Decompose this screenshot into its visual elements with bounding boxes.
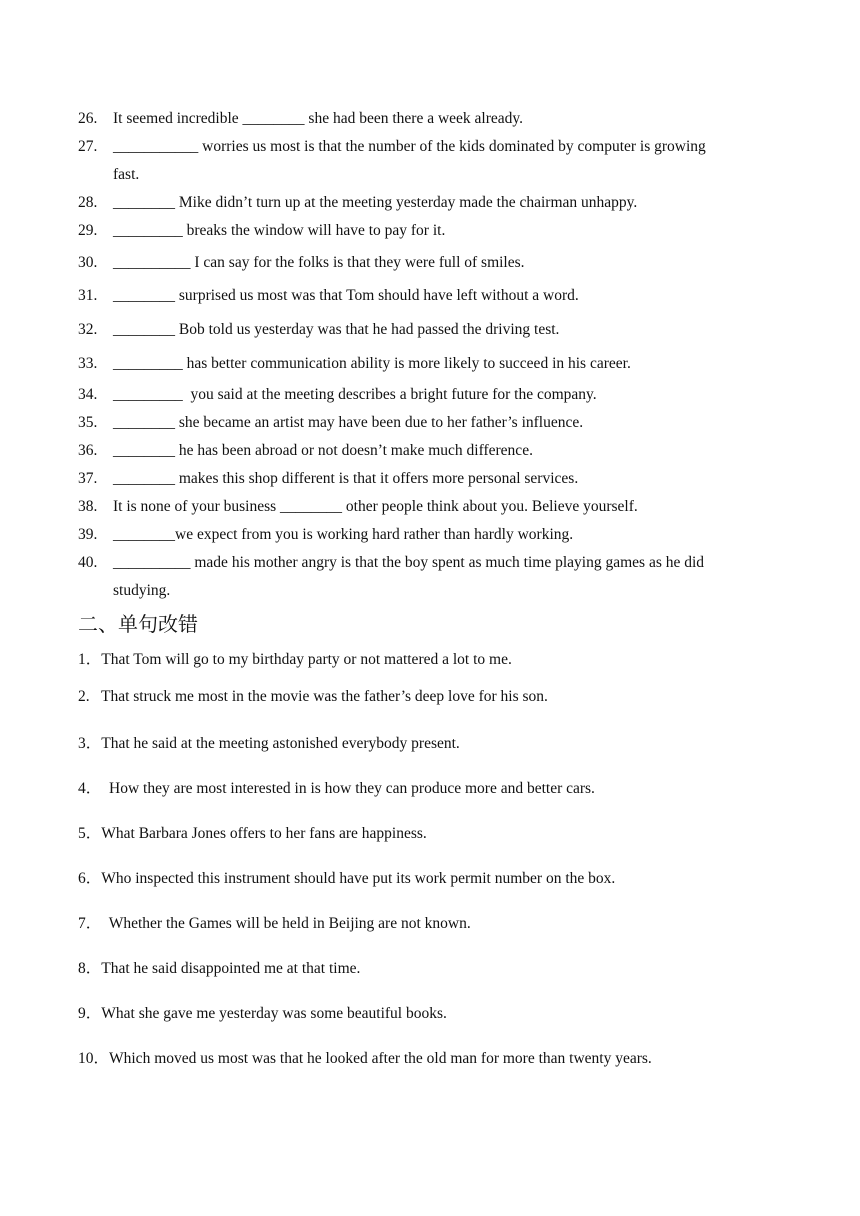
question-number: 26. xyxy=(78,110,98,127)
question-number: 38. xyxy=(78,498,98,515)
answer-blank[interactable]: ________ xyxy=(113,194,175,211)
question-text xyxy=(113,553,704,573)
question-text-before-blank: studying. xyxy=(113,582,171,599)
answer-blank[interactable]: ________ xyxy=(280,498,343,515)
question-text xyxy=(113,497,638,517)
question-text-after-blank: she had been there a week already. xyxy=(304,110,524,127)
question-text xyxy=(113,165,139,185)
question-text xyxy=(113,193,637,213)
correction-sentence: 7． Whether the Games will be held in Beijing are not known. xyxy=(78,915,471,932)
question-number: 34. xyxy=(78,386,98,403)
answer-blank[interactable]: ________ xyxy=(113,287,175,304)
answer-blank[interactable]: ________ xyxy=(113,414,175,431)
question-text xyxy=(113,469,578,489)
question-text-after-blank: we expect from you is working hard rather than hardly working. xyxy=(175,526,574,543)
answer-blank[interactable]: _________ xyxy=(113,386,183,403)
question-number: 33. xyxy=(78,355,98,372)
question-text-after-blank: I can say for the folks is that they were full of smiles. xyxy=(190,254,525,271)
question-text xyxy=(113,581,170,601)
question-text-after-blank: worries us most is that the number of the kids dominated by computer is growing xyxy=(198,138,706,155)
question-number: 40. xyxy=(78,554,98,571)
question-text-after-blank: other people think about you. Believe yourself. xyxy=(342,498,638,515)
answer-blank[interactable]: _________ xyxy=(113,222,183,239)
question-text xyxy=(113,253,525,273)
question-number: 29. xyxy=(78,222,98,239)
question-text-after-blank: you said at the meeting describes a bright future for the company. xyxy=(182,386,597,403)
answer-blank[interactable]: ________ xyxy=(113,470,175,487)
question-text xyxy=(113,137,706,157)
correction-sentence: 4． How they are most interested in is how they can produce more and better cars. xyxy=(78,780,595,797)
correction-sentence: 6．Who inspected this instrument should have put its work permit number on the box. xyxy=(78,870,616,887)
correction-sentence: 8．That he said disappointed me at that time. xyxy=(78,960,361,977)
question-text xyxy=(113,354,631,374)
answer-blank[interactable]: ________ xyxy=(113,321,175,338)
correction-sentence: 1．That Tom will go to my birthday party or not mattered a lot to me. xyxy=(78,651,512,668)
answer-blank[interactable]: ___________ xyxy=(113,138,199,155)
question-number: 32. xyxy=(78,321,98,338)
answer-blank[interactable]: ________ xyxy=(113,526,175,543)
question-number: 31. xyxy=(78,287,98,304)
correction-sentence: 9．What she gave me yesterday was some beautiful books. xyxy=(78,1005,447,1022)
question-text-after-blank: surprised us most was that Tom should have left without a word. xyxy=(175,287,579,304)
question-number: 37. xyxy=(78,470,98,487)
correction-sentence: 5．What Barbara Jones offers to her fans are happiness. xyxy=(78,825,427,842)
question-text xyxy=(113,109,523,129)
question-text-before-blank: It is none of your business xyxy=(113,498,281,515)
question-text-after-blank: has better communication ability is more likely to succeed in his career. xyxy=(182,355,631,372)
question-number: 39. xyxy=(78,526,98,543)
question-number: 27. xyxy=(78,138,98,155)
answer-blank[interactable]: ________ xyxy=(113,442,175,459)
question-number: 36. xyxy=(78,442,98,459)
question-number: 30. xyxy=(78,254,98,271)
question-text xyxy=(113,320,559,340)
correction-sentence: 3．That he said at the meeting astonished everybody present. xyxy=(78,735,460,752)
answer-blank[interactable]: ________ xyxy=(242,110,305,127)
answer-blank[interactable]: _________ xyxy=(113,355,183,372)
answer-blank[interactable]: __________ xyxy=(113,254,191,271)
question-text-before-blank: It seemed incredible xyxy=(113,110,243,127)
question-number: 35. xyxy=(78,414,98,431)
question-text-after-blank: breaks the window will have to pay for it. xyxy=(182,222,446,239)
correction-sentence: 2. That struck me most in the movie was the father’s deep love for his son. xyxy=(78,688,548,705)
question-text xyxy=(113,286,579,306)
question-text xyxy=(113,441,533,461)
question-text-after-blank: he has been abroad or not doesn’t make much difference. xyxy=(175,442,533,459)
question-text xyxy=(113,413,583,433)
question-text-after-blank: Mike didn’t turn up at the meeting yesterday made the chairman unhappy. xyxy=(175,194,638,211)
question-text xyxy=(113,221,445,241)
question-number: 28. xyxy=(78,194,98,211)
correction-sentence: 10．Which moved us most was that he looked after the old man for more than twenty years. xyxy=(78,1050,652,1067)
question-text-after-blank: made his mother angry is that the boy spent as much time playing games as he did xyxy=(190,554,705,571)
question-text-after-blank: makes this shop different is that it offers more personal services. xyxy=(175,470,579,487)
answer-blank[interactable]: __________ xyxy=(113,554,191,571)
question-text-after-blank: Bob told us yesterday was that he had passed the driving test. xyxy=(175,321,560,338)
question-text-before-blank: fast. xyxy=(113,166,140,183)
question-text xyxy=(113,525,573,545)
question-text-after-blank: she became an artist may have been due to her father’s influence. xyxy=(175,414,584,431)
section-heading: 二、单句改错 xyxy=(78,612,198,636)
question-text xyxy=(113,385,597,405)
